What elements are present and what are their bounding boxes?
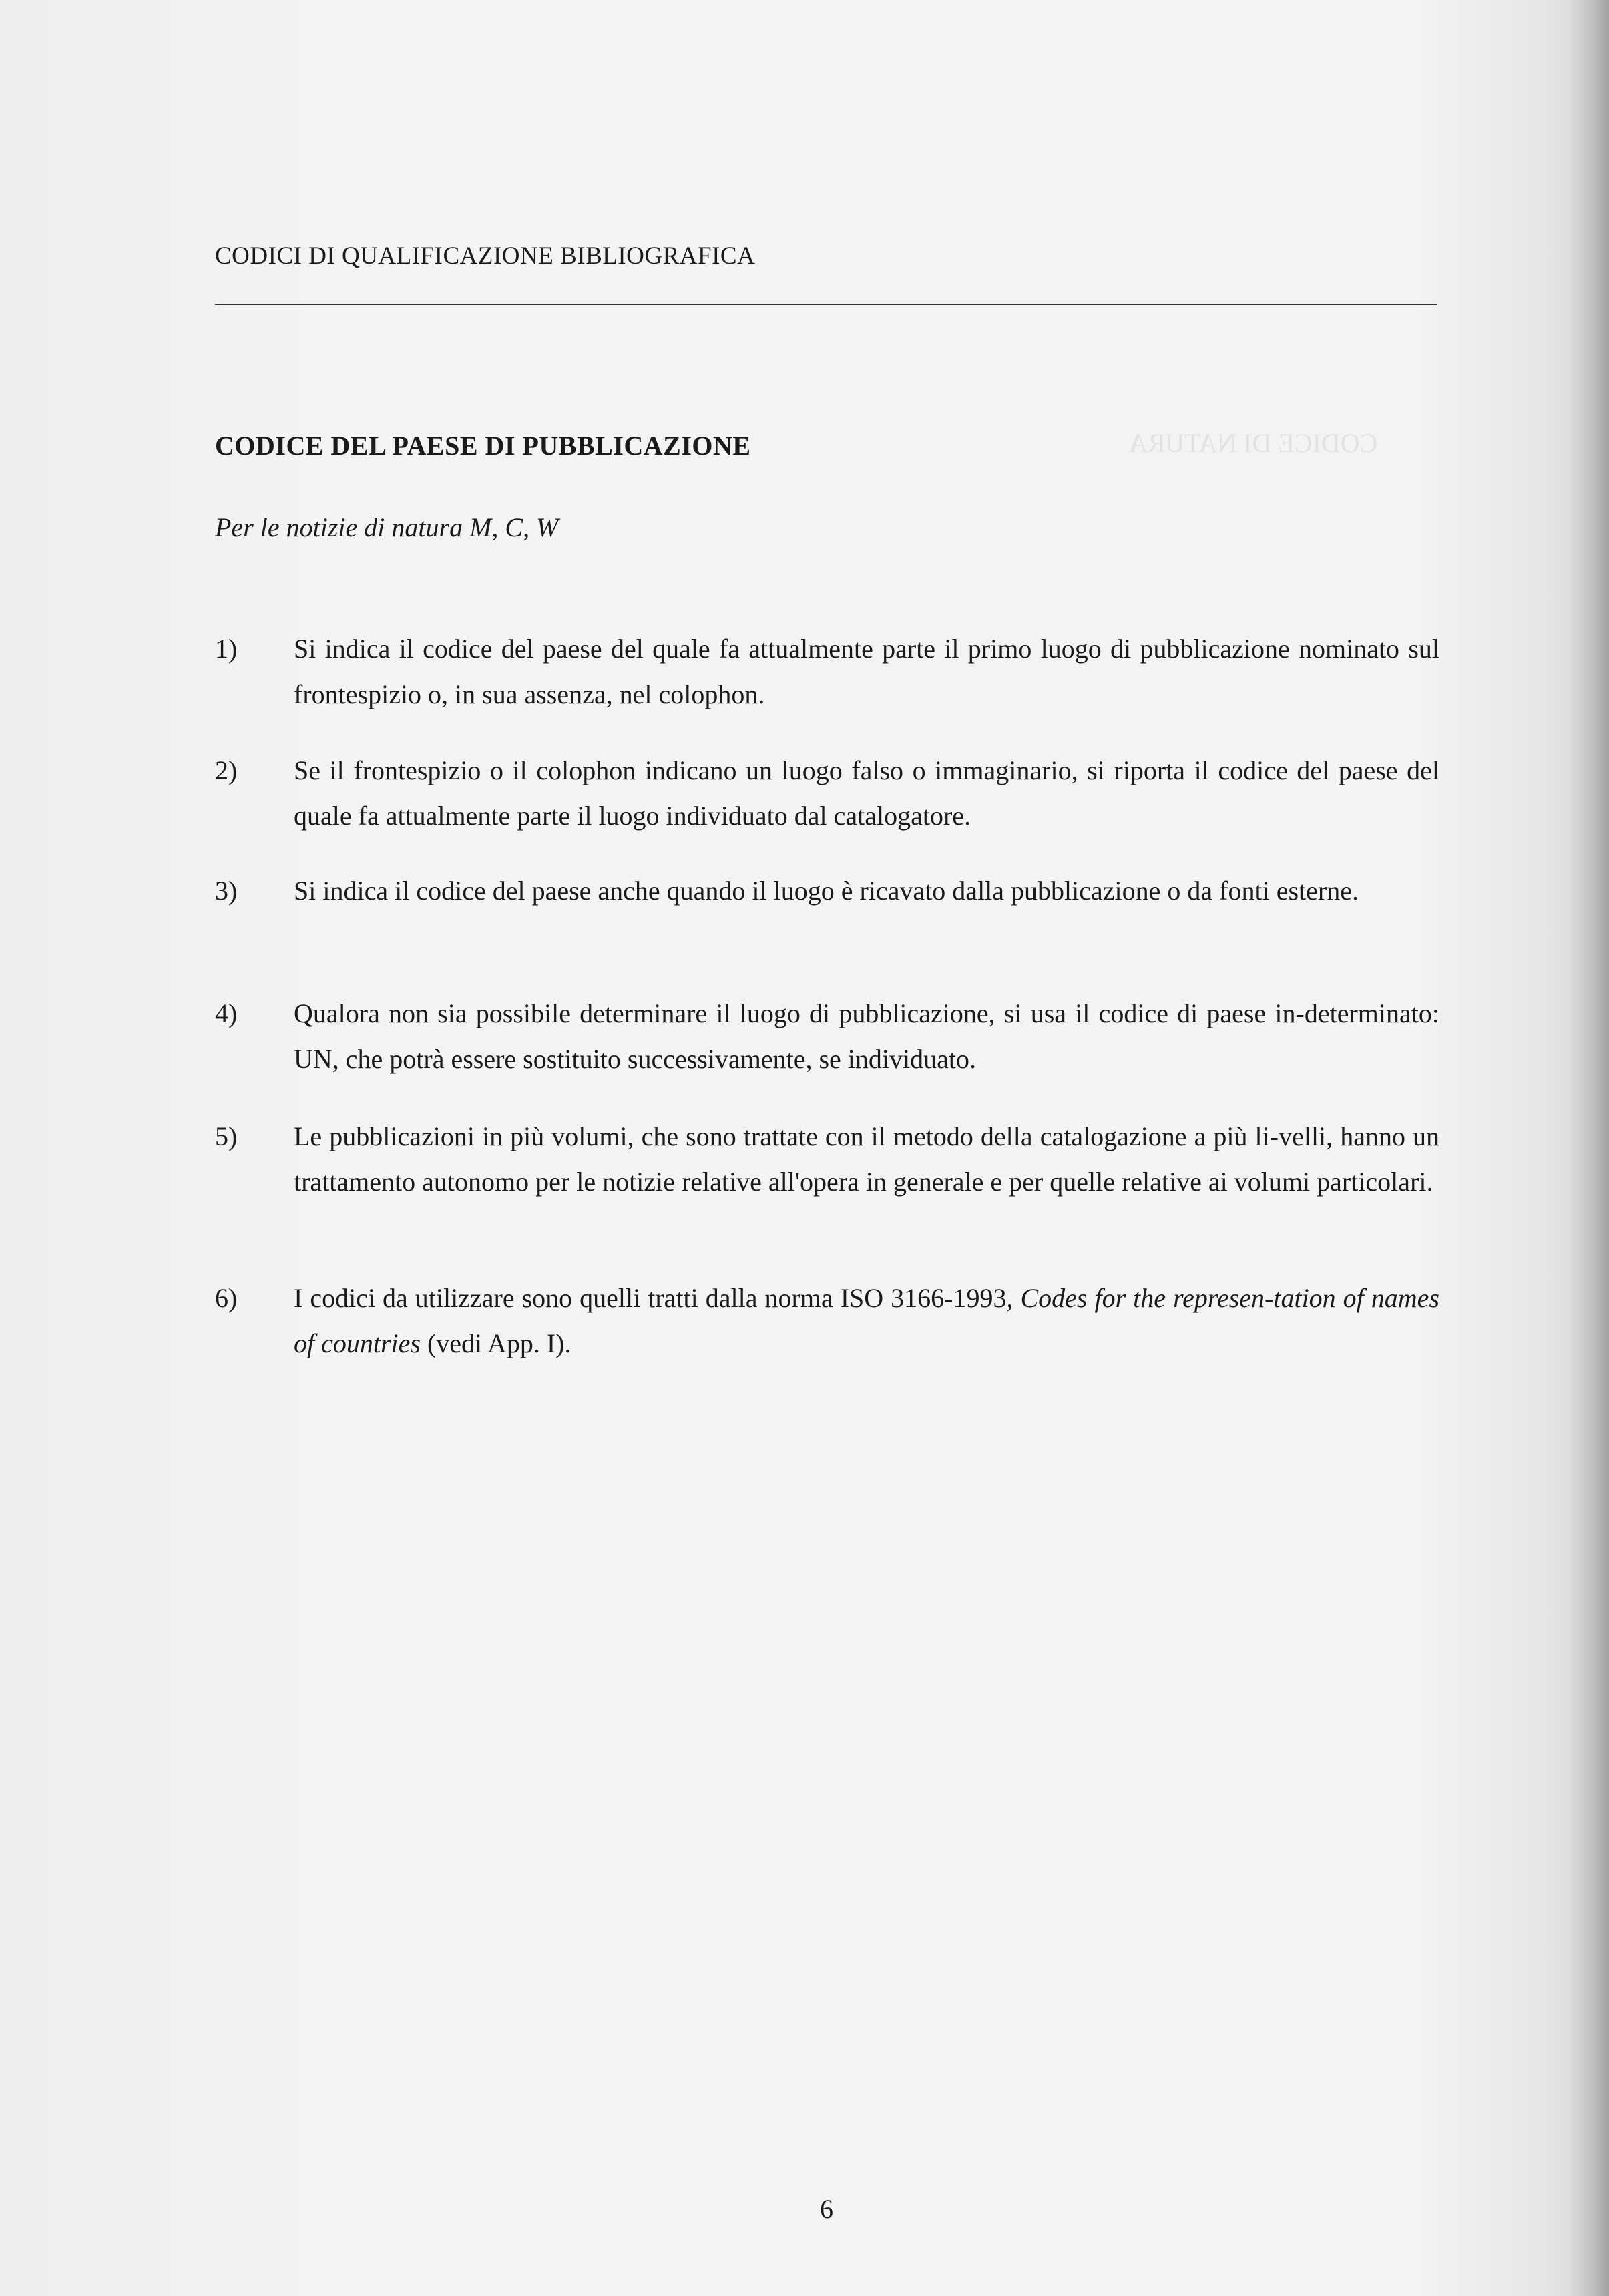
show-through-decoration: CODICE DI NATURA <box>1128 428 1378 458</box>
item-number: 1) <box>215 634 238 664</box>
subtitle: Per le notizie di natura M, C, W <box>215 512 559 542</box>
running-head: CODICI DI QUALIFICAZIONE BIBLIOGRAFICA <box>215 242 756 270</box>
list-item-5 <box>215 1114 1439 1205</box>
list-item-4 <box>215 991 1439 1082</box>
item-text-before: I codici da utilizzare sono quelli tratti dalla norma ISO 3166-1993, <box>294 1283 1021 1313</box>
item-text: Si indica il codice del paese del quale fa attualmente parte il primo luogo di pubblicazione nominato sul frontespizio o, in sua assenza, nel colophon. <box>294 634 1439 709</box>
item-text: Le pubblicazioni in più volumi, che sono trattate con il metodo della catalogazione a più li-velli, hanno un trattamento autonomo per le notizie relative all'opera in generale e per quelle relative ai volumi particolari. <box>294 1121 1439 1197</box>
item-number: 2) <box>215 755 238 785</box>
item-number: 4) <box>215 998 238 1028</box>
header-rule <box>215 304 1437 305</box>
item-text-italic-title: Codes for the represen-tation of names of countries <box>294 1283 1439 1358</box>
list-item-2 <box>215 748 1439 839</box>
item-number: 6) <box>215 1283 238 1313</box>
list-item-6 <box>215 1276 1439 1366</box>
list-item-3 <box>215 868 1439 914</box>
item-number: 3) <box>215 876 238 906</box>
item-text: Se il frontespizio o il colophon indicano un luogo falso o immaginario, si riporta il codice del paese del quale fa attualmente parte il luogo individuato dal catalogatore. <box>294 755 1439 831</box>
section-title: CODICE DEL PAESE DI PUBBLICAZIONE <box>215 431 751 461</box>
item-text: Qualora non sia possibile determinare il luogo di pubblicazione, si usa il codice di paese in-determinato: UN, che potrà essere sostituito successivamente, se individuato. <box>294 998 1439 1074</box>
page-edge-shadow <box>1569 0 1609 2296</box>
list-item-1 <box>215 626 1439 717</box>
item-text <box>294 1276 1439 1366</box>
item-text: Si indica il codice del paese anche quando il luogo è ricavato dalla pubblicazione o da fonti esterne. <box>294 876 1359 906</box>
page-number: 6 <box>820 2194 833 2224</box>
item-number: 5) <box>215 1121 238 1151</box>
item-text-after: (vedi App. I). <box>420 1328 571 1358</box>
